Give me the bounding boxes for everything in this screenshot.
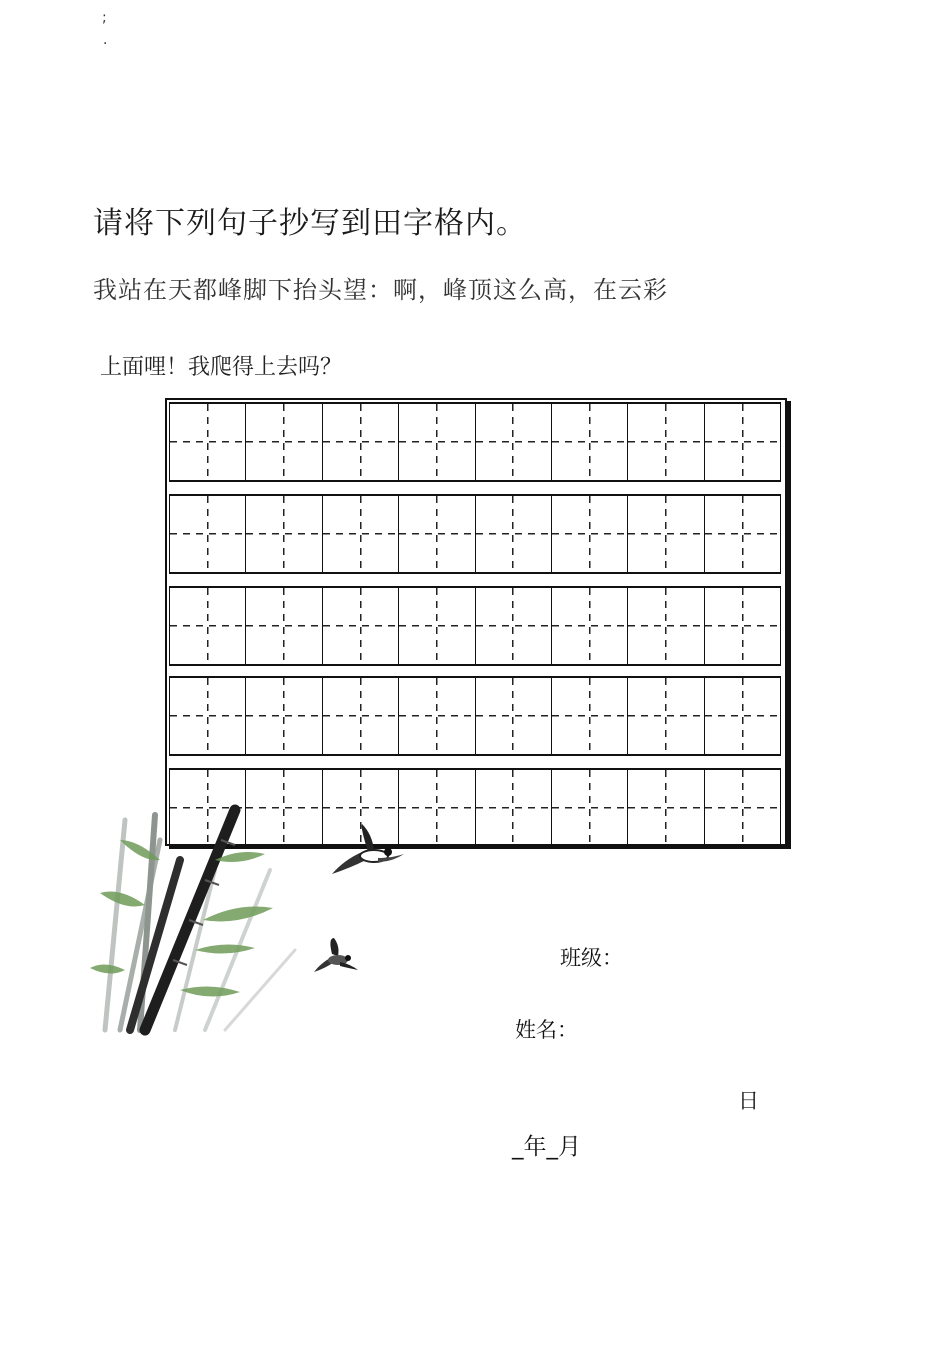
- tianzige-cell[interactable]: [169, 588, 245, 664]
- date-label: _年_月: [512, 1134, 581, 1160]
- tianzige-cell[interactable]: [551, 588, 627, 664]
- tianzige-cell[interactable]: [551, 404, 627, 480]
- tianzige-cell[interactable]: [322, 678, 398, 754]
- small-bird: [312, 936, 362, 976]
- class-label-clip: [560, 938, 640, 970]
- tianzige-cell[interactable]: [475, 496, 551, 572]
- tianzige-cell[interactable]: [627, 678, 703, 754]
- tianzige-cell[interactable]: [322, 496, 398, 572]
- tianzige-cell[interactable]: [475, 770, 551, 846]
- tianzige-cell[interactable]: [245, 588, 321, 664]
- grid-row: [169, 494, 781, 574]
- tianzige-cell[interactable]: [398, 678, 474, 754]
- tianzige-cell[interactable]: [169, 496, 245, 572]
- instruction-heading: 请将下列句子抄写到田字格内。: [93, 206, 527, 241]
- sentence-line-1: 我站在天都峰脚下抬头望：啊，峰顶这么高，在云彩: [93, 276, 668, 304]
- sentence-line-2: 上面哩！我爬得上去吗？: [100, 355, 343, 380]
- tianzige-cell[interactable]: [475, 678, 551, 754]
- name-label: 姓名：: [515, 1018, 578, 1042]
- tianzige-cell[interactable]: [627, 404, 703, 480]
- class-label: 班级：: [560, 946, 623, 970]
- tianzige-cell[interactable]: [398, 404, 474, 480]
- tianzige-cell[interactable]: [169, 404, 245, 480]
- day-label: 日: [738, 1089, 759, 1113]
- tianzige-cell[interactable]: [398, 496, 474, 572]
- bamboo-illustration: [85, 800, 315, 1032]
- tianzige-cell[interactable]: [245, 496, 321, 572]
- tianzige-cell[interactable]: [322, 404, 398, 480]
- tianzige-cell[interactable]: [627, 588, 703, 664]
- tianzige-cell[interactable]: [245, 678, 321, 754]
- tianzige-cell[interactable]: [398, 588, 474, 664]
- tianzige-cell[interactable]: [551, 678, 627, 754]
- tianzige-cell[interactable]: [475, 404, 551, 480]
- tianzige-cell[interactable]: [245, 404, 321, 480]
- grid-row: [169, 402, 781, 482]
- top-mark-dot: .: [103, 32, 108, 48]
- tianzige-cell[interactable]: [704, 588, 781, 664]
- tianzige-cell[interactable]: [704, 496, 781, 572]
- top-mark-semicolon: ;: [102, 10, 107, 26]
- tianzige-grid: [165, 398, 787, 846]
- tianzige-cell[interactable]: [322, 588, 398, 664]
- sentence-line-2-clip: [100, 345, 420, 380]
- tianzige-cell[interactable]: [704, 770, 781, 846]
- grid-row: [169, 676, 781, 756]
- tianzige-cell[interactable]: [169, 678, 245, 754]
- tianzige-cell[interactable]: [704, 404, 781, 480]
- tianzige-cell[interactable]: [475, 588, 551, 664]
- day-label-clip: [738, 1081, 759, 1113]
- tianzige-cell[interactable]: [704, 678, 781, 754]
- tianzige-cell[interactable]: [398, 770, 474, 846]
- tianzige-cell[interactable]: [627, 770, 703, 846]
- grid-row: [169, 586, 781, 666]
- tianzige-cell[interactable]: [551, 770, 627, 846]
- name-label-clip: [515, 1010, 595, 1042]
- tianzige-cell[interactable]: [627, 496, 703, 572]
- magpie-bird: [328, 822, 408, 878]
- tianzige-cell[interactable]: [551, 496, 627, 572]
